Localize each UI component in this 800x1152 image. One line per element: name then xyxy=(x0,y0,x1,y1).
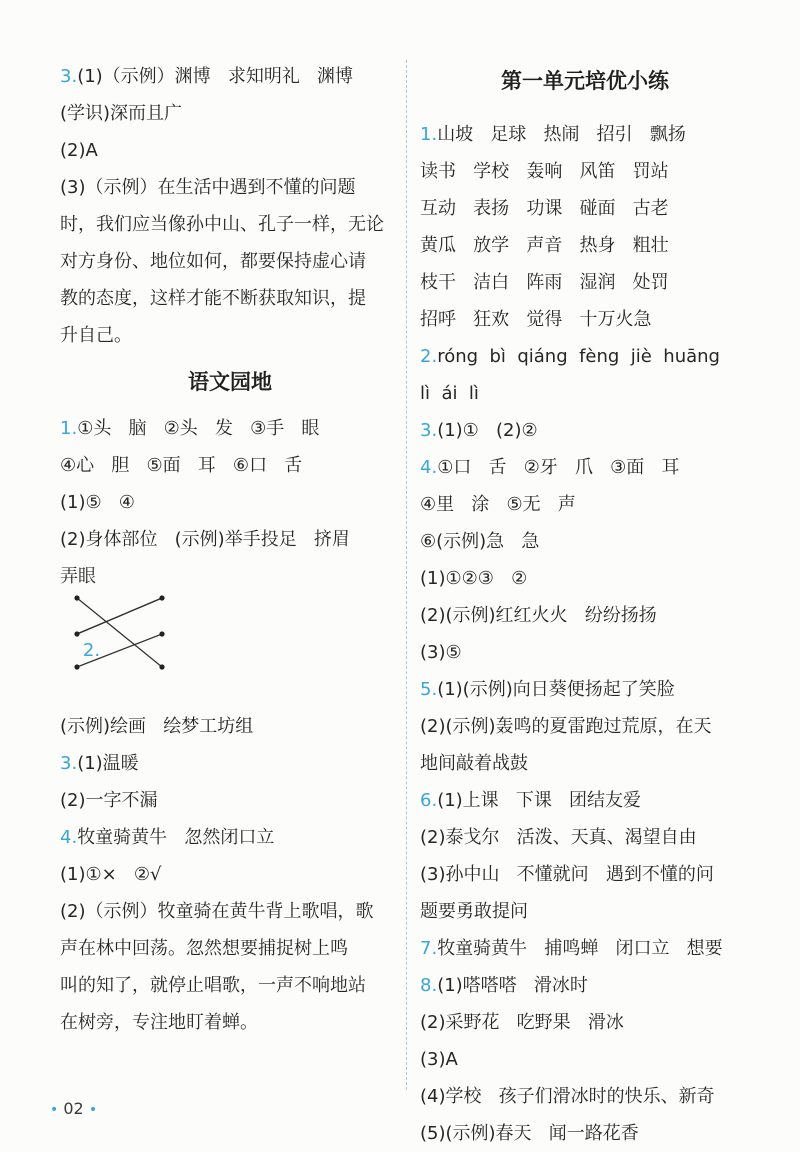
answer-text: 山坡 足球 热闹 招引 飘扬 xyxy=(437,124,686,145)
answer-text: 教的态度，这样才能不断获取知识，提 xyxy=(60,288,366,309)
answer-line xyxy=(420,1004,750,1041)
answer-line xyxy=(420,856,750,893)
left-more-answers xyxy=(60,708,400,1041)
answer-line xyxy=(420,745,750,782)
answer-line xyxy=(420,560,750,597)
answer-line xyxy=(60,169,400,206)
answer-text: 对方身份、地位如何，都要保持虚心请 xyxy=(60,251,366,272)
answer-text: (1)（示例）渊博 求知明礼 渊博 xyxy=(77,66,354,87)
answer-text: (4)学校 孩子们滑冰时的快乐、新奇 xyxy=(420,1086,715,1107)
answer-text: ④里 涂 ⑤无 声 xyxy=(420,494,576,515)
answer-number: 4. xyxy=(420,457,438,478)
answer-line xyxy=(420,597,750,634)
answer-line xyxy=(60,745,400,782)
answer-number: 2. xyxy=(420,346,438,367)
left-top-answers xyxy=(60,58,400,354)
answer-text: róng bì qiáng fèng jiè huāng xyxy=(437,346,720,367)
answer-line xyxy=(420,153,750,190)
answer-text: (2)身体部位 (示例)举手投足 挤眉 xyxy=(60,529,350,550)
answer-line xyxy=(60,930,400,967)
footer-dot-icon: • xyxy=(88,1102,98,1118)
answer-text: (3)⑤ xyxy=(420,642,462,663)
answer-text: (2)(示例)轰鸣的夏雷跑过荒原，在天 xyxy=(420,716,712,737)
answer-number: 1. xyxy=(60,418,78,439)
matching-diagram xyxy=(60,632,400,708)
answer-text: (2)（示例）牧童骑在黄牛背上歌唱，歌 xyxy=(60,901,374,922)
answer-text: (2)(示例)红红火火 纷纷扬扬 xyxy=(420,605,657,626)
answer-line xyxy=(420,412,750,449)
answer-line xyxy=(60,521,400,558)
answer-number: 4. xyxy=(60,827,78,848)
answer-line xyxy=(60,58,400,95)
answer-line xyxy=(420,1041,750,1078)
answer-text: (3)孙中山 不懂就问 遇到不懂的问 xyxy=(420,864,714,885)
answer-number: 5. xyxy=(420,679,438,700)
answer-text: (2)一字不漏 xyxy=(60,790,158,811)
answer-text: 招呼 狂欢 觉得 十万火急 xyxy=(420,309,652,330)
answer-line xyxy=(420,116,750,153)
answer-text: 时，我们应当像孙中山、孔子一样，无论 xyxy=(60,214,384,235)
answer-line xyxy=(420,930,750,967)
answer-line xyxy=(420,190,750,227)
page-footer xyxy=(50,1096,97,1122)
answer-text: 地间敲着战鼓 xyxy=(420,753,528,774)
answer-line xyxy=(60,967,400,1004)
answer-line xyxy=(60,1004,400,1041)
answer-text: (1)①× ②√ xyxy=(60,864,162,885)
answer-text: 叫的知了，就停止唱歌，一声不响地站 xyxy=(60,975,366,996)
left-column xyxy=(60,58,400,1041)
answer-text: (1)嗒嗒嗒 滑冰时 xyxy=(437,975,588,996)
answer-text: ④心 胆 ⑤面 耳 ⑥口 舌 xyxy=(60,455,303,476)
answer-text: (5)(示例)春天 闻一路花香 xyxy=(420,1123,639,1144)
answer-line xyxy=(420,671,750,708)
answer-text: 互动 表扬 功课 碰面 古老 xyxy=(420,198,669,219)
answer-text: lì ái lì xyxy=(420,383,479,404)
section-title-yuwen-yuandi: 语文园地 xyxy=(188,370,272,394)
answer-line xyxy=(420,375,750,412)
answer-line xyxy=(420,819,750,856)
page-number: 02 xyxy=(63,1099,84,1118)
answer-text: (3)（示例）在生活中遇到不懂的问题 xyxy=(60,177,356,198)
answer-line xyxy=(420,967,750,1004)
answer-line xyxy=(420,486,750,523)
answer-number: 3. xyxy=(60,66,78,87)
answer-line xyxy=(60,558,400,595)
answer-text: 牧童骑黄牛 忽然闭口立 xyxy=(77,827,275,848)
answer-line xyxy=(60,708,400,745)
answer-text: 声在林中回荡。忽然想要捕捉树上鸣 xyxy=(60,938,348,959)
right-answers xyxy=(420,116,750,1152)
answer-line xyxy=(60,893,400,930)
answer-text: (1)(示例)向日葵便扬起了笑脸 xyxy=(437,679,675,700)
section-title-unit-practice: 第一单元培优小练 xyxy=(501,69,669,93)
answer-line xyxy=(420,893,750,930)
answer-number: 6. xyxy=(420,790,438,811)
answer-number: 3. xyxy=(60,753,78,774)
answer-line xyxy=(420,708,750,745)
answer-line xyxy=(420,449,750,486)
answer-number: 7. xyxy=(420,938,438,959)
answer-line xyxy=(420,782,750,819)
answer-line xyxy=(60,484,400,521)
answer-text: (1)① (2)② xyxy=(437,420,538,441)
answer-number: 1. xyxy=(420,124,438,145)
answer-text: 牧童骑黄牛 捕鸣蝉 闭口立 想要 xyxy=(437,938,723,959)
answer-line xyxy=(420,301,750,338)
answer-text: ①头 脑 ②头 发 ③手 眼 xyxy=(77,418,320,439)
answer-line xyxy=(60,95,400,132)
answer-line xyxy=(420,1078,750,1115)
answer-number: 3. xyxy=(420,420,438,441)
answer-number: 2. xyxy=(82,640,101,661)
answer-text: (3)A xyxy=(420,1049,458,1070)
answer-line xyxy=(420,227,750,264)
answer-text: 题要勇敢提问 xyxy=(420,901,528,922)
answer-line xyxy=(60,447,400,484)
answer-text: (示例)绘画 绘梦工坊组 xyxy=(60,716,254,737)
column-divider xyxy=(406,60,407,1090)
answer-text: (2)采野花 吃野果 滑冰 xyxy=(420,1012,624,1033)
answer-line xyxy=(420,338,750,375)
answer-text: (2)泰戈尔 活泼、天真、渴望自由 xyxy=(420,827,697,848)
answer-line xyxy=(60,856,400,893)
answer-text: ①口 舌 ②牙 爪 ③面 耳 xyxy=(437,457,680,478)
answer-text: 读书 学校 轰响 风笛 罚站 xyxy=(420,161,669,182)
answer-line xyxy=(60,132,400,169)
answer-text: 升自己。 xyxy=(60,325,132,346)
answer-line xyxy=(420,264,750,301)
answer-line xyxy=(420,1115,750,1152)
answer-text: (1)温暖 xyxy=(77,753,139,774)
answer-line xyxy=(60,243,400,280)
answer-line xyxy=(60,782,400,819)
right-column xyxy=(420,58,750,1152)
answer-line xyxy=(420,523,750,560)
answer-number: 8. xyxy=(420,975,438,996)
left-yuandi-answers xyxy=(60,410,400,595)
answer-line xyxy=(60,317,400,354)
answer-line xyxy=(60,819,400,856)
answer-text: ⑥(示例)急 急 xyxy=(420,531,540,552)
answer-text: 弄眼 xyxy=(60,566,96,587)
matching-lines-figure xyxy=(60,594,220,674)
answer-text: (2)A xyxy=(60,140,98,161)
answer-text: 黄瓜 放学 声音 热身 粗壮 xyxy=(420,235,669,256)
answer-line xyxy=(60,410,400,447)
answer-line xyxy=(60,280,400,317)
answer-text: 枝干 洁白 阵雨 湿润 处罚 xyxy=(420,272,669,293)
answer-text: (学识)深而且广 xyxy=(60,103,183,124)
answer-text: 在树旁，专注地盯着蝉。 xyxy=(60,1012,258,1033)
answer-text: (1)⑤ ④ xyxy=(60,492,135,513)
footer-dot-icon: • xyxy=(50,1102,59,1118)
answer-line xyxy=(60,206,400,243)
answer-line xyxy=(420,634,750,671)
answer-text: (1)上课 下课 团结友爱 xyxy=(437,790,642,811)
answer-text: (1)①②③ ② xyxy=(420,568,528,589)
